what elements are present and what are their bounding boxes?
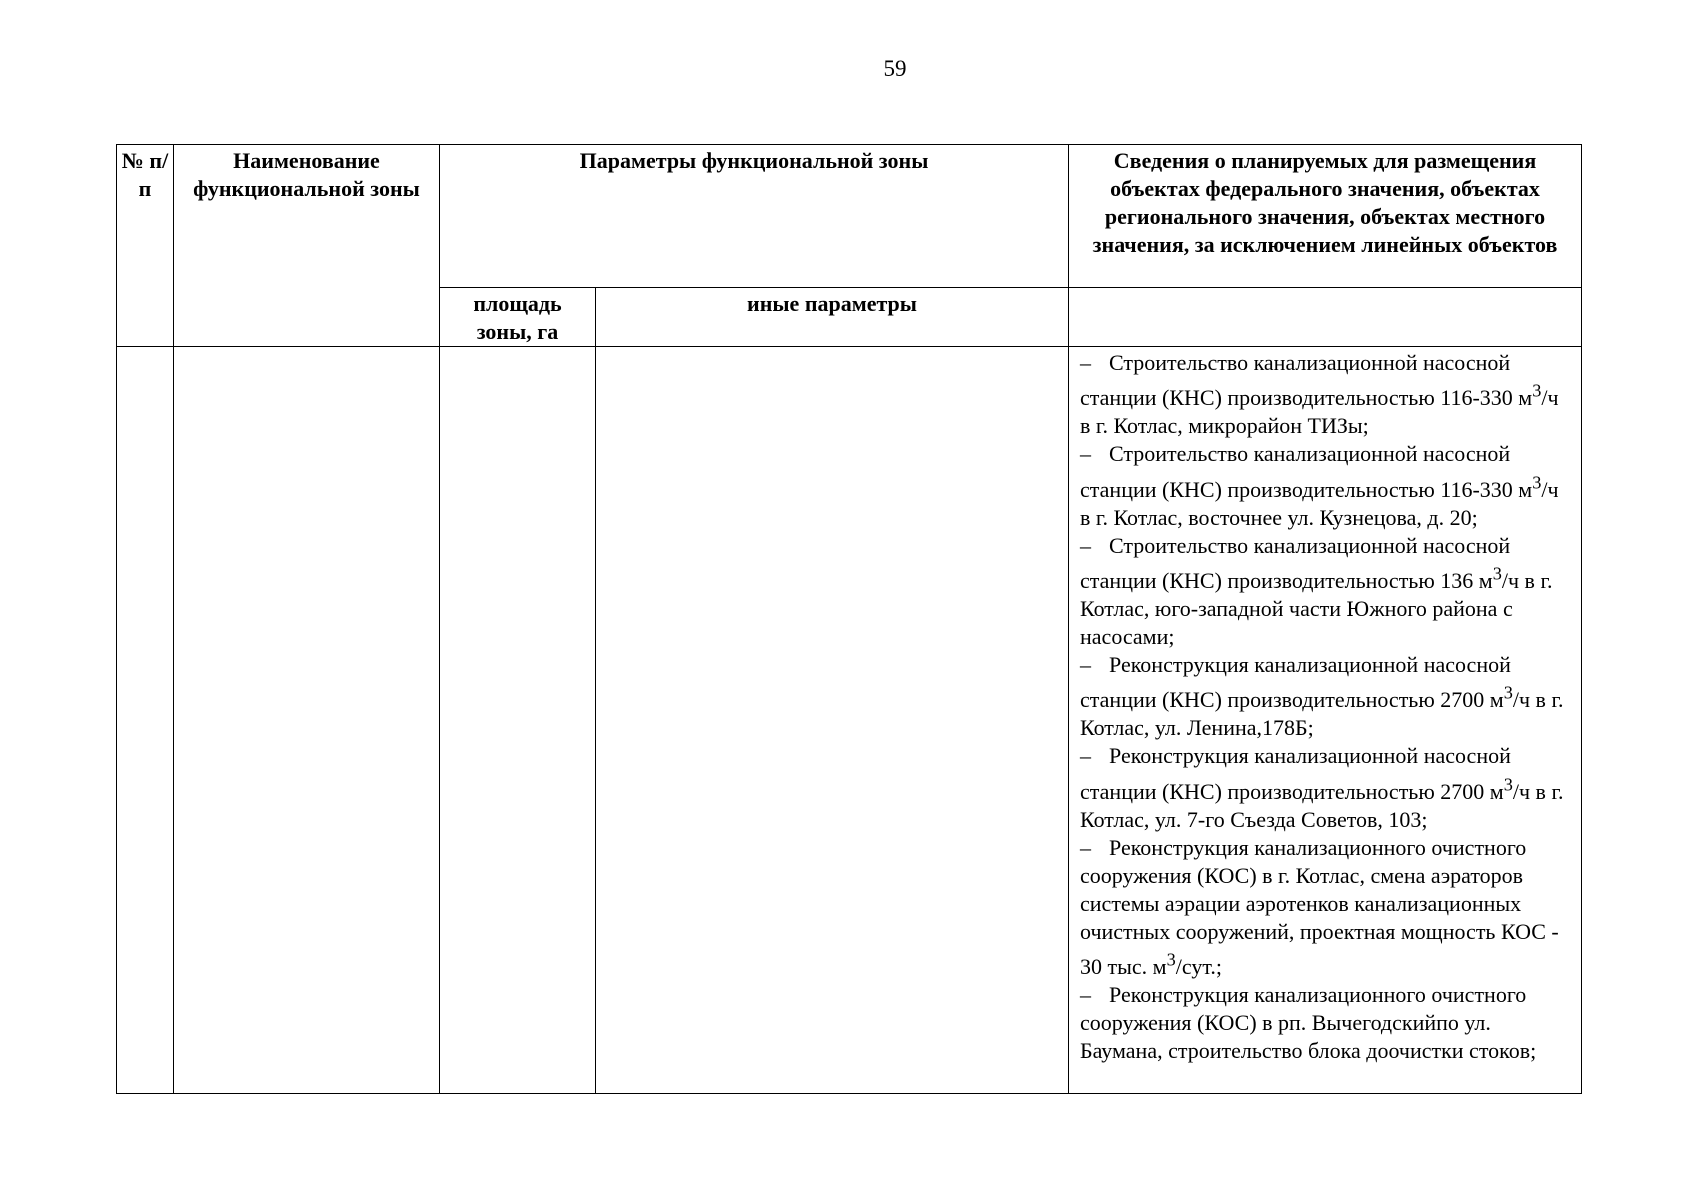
- list-item-text: Строительство канализационной насосной станции (КНС) производительностью 116-330 $м^3/ч$ в г. Котлас, восточнее ул. Кузнецова, д. 20;: [1080, 441, 1559, 530]
- cell-num: [117, 347, 174, 1094]
- list-item: [1080, 440, 1571, 531]
- list-item-dash: –: [1080, 651, 1092, 677]
- header-zone-area: площадь зоны, га: [440, 288, 596, 347]
- header-zone-name: Наименование функциональной зоны: [174, 145, 440, 347]
- planned-objects-list: [1080, 349, 1571, 1065]
- cell-other-params: [596, 347, 1069, 1094]
- list-item-dash: –: [1080, 532, 1092, 558]
- cell-planned-objects: [1069, 347, 1582, 1094]
- list-item-text: Реконструкция канализационной насосной станции (КНС) производительностью 2700 $м^3/ч$ в г. Котлас, ул. 7-го Съезда Советов, 103;: [1080, 743, 1564, 832]
- list-item-text: Строительство канализационной насосной станции (КНС) производительностью 116-330 $м^3/ч$ в г. Котлас, микрорайон ТИЗы;: [1080, 350, 1559, 439]
- page-number: 59: [883, 56, 907, 81]
- list-item: [1080, 742, 1571, 833]
- zones-table: [116, 144, 1582, 1094]
- header-planned-objects: Сведения о планируемых для размещения объектах федерального значения, объектах регионального значения, объектах местного значения, за исключением линейных объектов: [1069, 145, 1582, 288]
- header-zone-params: Параметры функциональной зоны: [440, 145, 1069, 288]
- list-item: [1080, 981, 1571, 1065]
- list-item-text: Строительство канализационной насосной станции (КНС) производительностью 136 $м^3/ч$ в г. Котлас, юго-западной части Южного района с насосами;: [1080, 532, 1553, 649]
- header-empty: [1069, 288, 1582, 347]
- header-row-1: [117, 145, 1582, 288]
- list-item-text: Реконструкция канализационного очистного сооружения (КОС) в г. Котлас, смена аэраторов системы аэрации аэротенков канализационных очистных сооружений, проектная мощность КОС - 30 тыс. $м^3$/сут.;: [1080, 834, 1559, 979]
- list-item: [1080, 349, 1571, 440]
- list-item: [1080, 834, 1571, 981]
- cell-zone-name: [174, 347, 440, 1094]
- header-num: № п/п: [117, 145, 174, 347]
- list-item-dash: –: [1080, 350, 1092, 375]
- table-row: [117, 347, 1582, 1094]
- list-item-dash: –: [1080, 834, 1092, 860]
- list-item: [1080, 532, 1571, 651]
- list-item-dash: –: [1080, 441, 1092, 467]
- header-other-params: иные параметры: [596, 288, 1069, 347]
- list-item-dash: –: [1080, 981, 1092, 1007]
- cell-zone-area: [440, 347, 596, 1094]
- list-item: [1080, 651, 1571, 742]
- list-item-dash: –: [1080, 743, 1092, 769]
- list-item-text: Реконструкция канализационной насосной станции (КНС) производительностью 2700 $м^3/ч$ в г. Котлас, ул. Ленина,178Б;: [1080, 651, 1564, 741]
- list-item-text: Реконструкция канализационного очистного сооружения (КОС) в рп. Вычегодскийпо ул. Баумана, строительство блока доочистки стоков;: [1080, 981, 1537, 1063]
